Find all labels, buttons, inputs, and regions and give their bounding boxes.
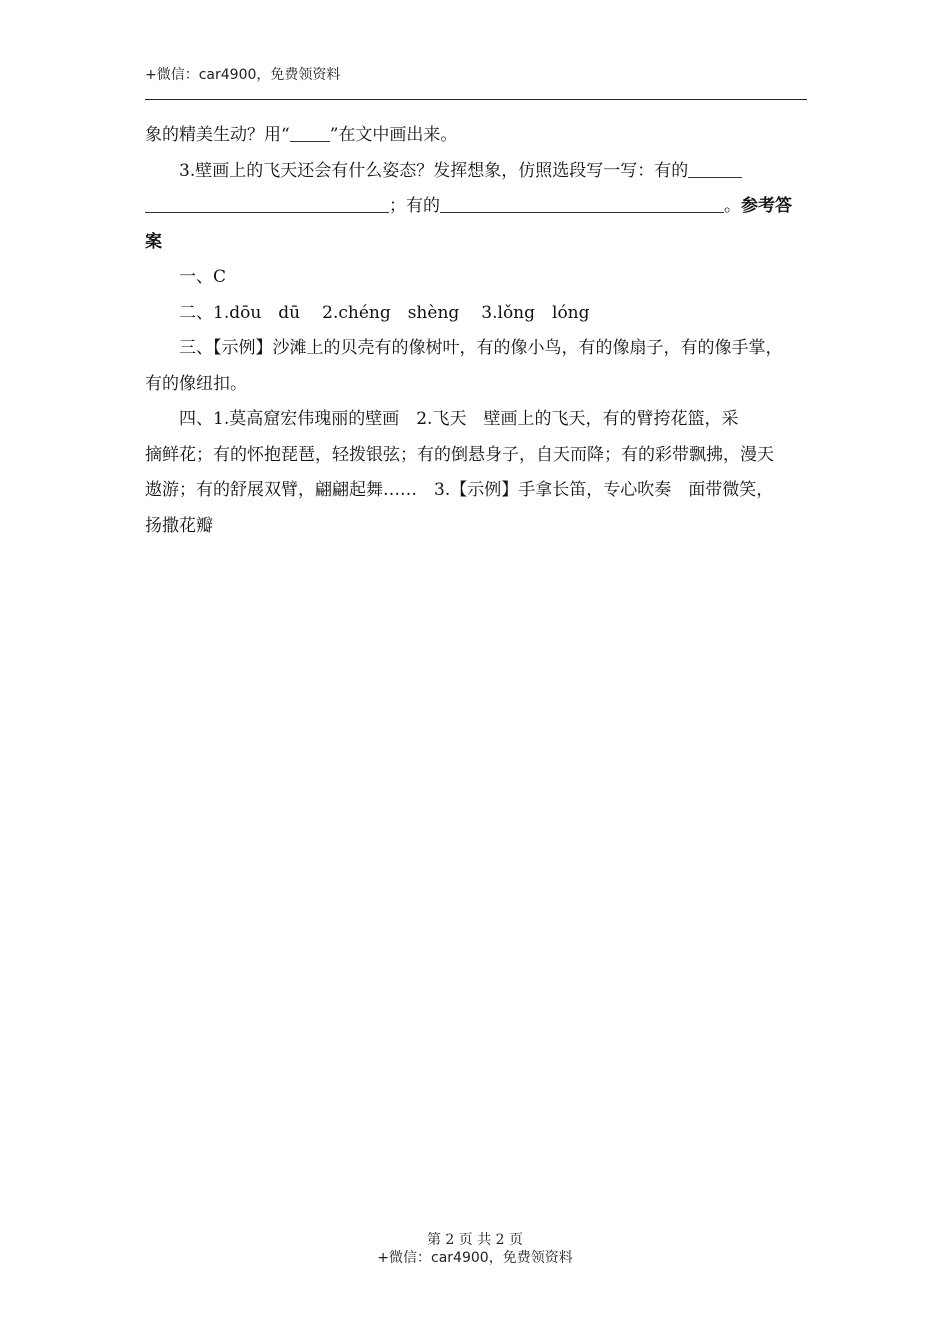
answer-blank: [440, 192, 724, 213]
q3-separator: ；有的: [389, 196, 440, 216]
q3-end: 。: [724, 196, 741, 216]
page-number: 第 2 页 共 2 页: [426, 1232, 524, 1248]
page-footer-text: +微信：car4900，免费领资料: [377, 1250, 573, 1266]
q2-tail-text-a: 象的精美生动？用“: [145, 125, 290, 145]
answer-3-line1: 三、【示例】沙滩上的贝壳有的像树叶，有的像小鸟，有的像扇子，有的像手掌，: [179, 338, 783, 358]
page-header-text: +微信：car4900，免费领资料: [145, 67, 341, 83]
answer-2-item-2: 2.chéng shèng: [322, 302, 460, 323]
answer-blank: [688, 157, 742, 178]
answer-heading-part1: 参考答: [741, 196, 792, 216]
answer-4-line1: 四、1.莫高窟宏伟瑰丽的壁画 2.飞天 壁画上的飞天，有的臂挎花篮，采: [179, 409, 739, 429]
answer-2-item-3: 3.lǒng lóng: [481, 302, 590, 323]
answer-2-label: 二、: [179, 302, 213, 323]
answer-4-line2: 摘鲜花；有的怀抱琵琶，轻拨银弦；有的倒悬身子，自天而降；有的彩带飘拂，漫天: [145, 444, 774, 465]
answer-4-line3: 遨游；有的舒展双臂，翩翩起舞…… 3.【示例】手拿长笛，专心吹奏 面带微笑，: [145, 480, 774, 500]
answer-blank: [290, 121, 330, 142]
question-2-tail: [145, 118, 807, 154]
answer-4-line4: 扬撒花瓣: [145, 515, 213, 536]
q3-prompt: 3.壁画上的飞天还会有什么姿态？发挥想象，仿照选段写一写：有的: [179, 160, 689, 181]
answer-3-line2: 有的像纽扣。: [145, 373, 247, 394]
answer-2-item-1: 1.dōu dū: [213, 302, 301, 323]
question-3-line1: [145, 154, 807, 190]
question-3-line2: [145, 189, 807, 225]
answer-blank: [145, 192, 389, 213]
answer-1: 一、C: [179, 267, 227, 287]
header-divider: [145, 99, 807, 100]
document-body: [145, 118, 807, 544]
answer-heading-part2: 案: [145, 231, 162, 252]
answer-2: [145, 296, 807, 332]
q2-tail-text-b: ”在文中画出来。: [329, 125, 458, 145]
